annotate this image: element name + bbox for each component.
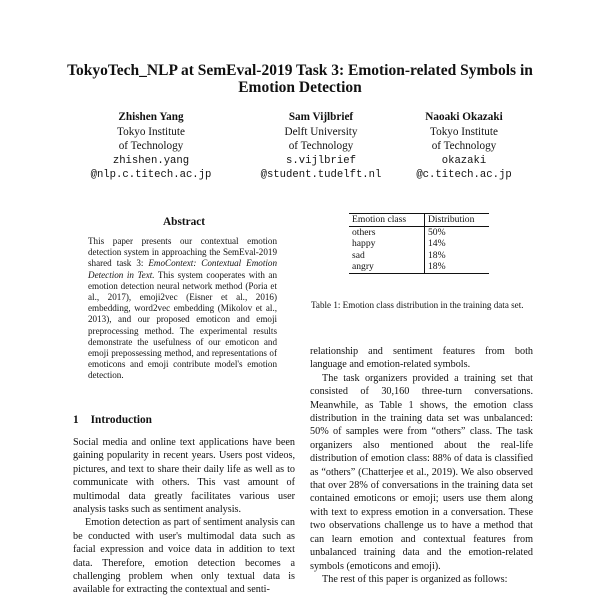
abstract-heading: Abstract (163, 216, 206, 228)
right-paragraph-1: relationship and sentiment features from both language and emotion-related symbols. (310, 346, 533, 371)
table-row (349, 226, 489, 238)
author-affiliation: of Technology (118, 140, 184, 153)
table-cell: 18% (425, 261, 490, 273)
right-column-body (310, 345, 533, 586)
table-cell: 18% (428, 249, 446, 261)
table-cell: angry (349, 261, 425, 273)
author-email: @nlp.c.titech.ac.jp (90, 169, 212, 182)
author-affiliation: of Technology (288, 140, 354, 153)
table-row (349, 261, 489, 273)
author-1 (86, 110, 216, 183)
table-header-cell: Emotion class (349, 214, 425, 227)
section-title: Introduction (90, 414, 152, 426)
title-line-2: Emotion Detection (238, 79, 362, 96)
table-header-row (349, 214, 489, 227)
intro-body (73, 436, 295, 597)
table-cell: 14% (428, 238, 446, 250)
table-row (349, 238, 489, 250)
table-cell: others (349, 226, 425, 238)
abstract-text (88, 236, 277, 382)
right-paragraph-3: The rest of this paper is organized as follows: (322, 573, 508, 585)
section-number: 1 (73, 414, 79, 426)
emotion-table (349, 213, 489, 274)
abstract-text-1: This paper presents our contextual emotion detection system in approaching the SemEval-2019 shared task 3: (88, 236, 277, 269)
intro-paragraph-1: Social media and online text applications have been gaining popularity in recent years. Users post videos, pictures, and text to share their daily life as well as to communicate with others. This vast amount of multimodal data greatly facilitates various user analysis tasks such as sentiment analysis. (73, 437, 295, 516)
table-header-cell: Distribution (425, 214, 490, 227)
author-email: @student.tudelft.nl (260, 169, 382, 182)
author-3 (399, 110, 529, 183)
author-email: okazaki (441, 154, 487, 167)
table-caption: Table 1: Emotion class distribution in the training data set. (311, 300, 524, 310)
abstract-text-italic: EmoContext: Contextual Emotion Detection in Text. (88, 258, 277, 280)
table-row (349, 250, 489, 262)
author-email: zhishen.yang (112, 154, 190, 167)
table-cell: sad (349, 250, 425, 262)
author-name: Zhishen Yang (118, 111, 184, 123)
section-heading (73, 414, 152, 426)
author-email: s.vijlbrief (286, 154, 356, 167)
author-name: Sam Vijlbrief (288, 111, 354, 123)
author-name: Naoaki Okazaki (425, 111, 503, 123)
intro-paragraph-2: Emotion detection as part of sentiment analysis can be conducted with user's multimodal data such as facial expression and voice data in addition to text data. Therefore, emotion detection becomes a challenging problem when only textual data is available for extracting the contextual and senti- (73, 517, 295, 596)
author-affiliation: of Technology (431, 140, 497, 153)
author-2 (256, 110, 386, 183)
title-line-1: TokyoTech_NLP at SemEval-2019 Task 3: Emotion-related Symbols in (67, 62, 533, 79)
right-paragraph-2: The task organizers provided a training set that consisted of 30,160 three-turn conversations. Meanwhile, as Table 1 shows, the emotion class distribution in the training data set was unbalanced: 50% of samples were from “others” class. The task organizers also mentioned about the real-life distribution of emotion class: 88% of data is classified as “others” (Chatterjee et al., 2019). We also observed that over 28% of conversations in the training data set contained emoticons or emoji; users use them along with text to express emotion in a conversation. These two observations challenge us to have a method that can learn emotion and contextual features from unbalanced training data and the emotion-related symbols (emoticons and emoji). (310, 372, 533, 572)
abstract-text-2: This system cooperates with an emotion detection neural network method (Poria et al., 2017), emoji2vec (Eisner et al., 2016) embedding, word2vec embedding (Mikolov et al., 2013), and our proposed emoticon and emoji preprocessing method. The experimental results demonstrate the usefulness of our emoticon and emoji prepossessing method, and representations of emoticons and emoji contribute model's emotion detection. (88, 269, 277, 381)
author-affiliation: Delft University (284, 125, 358, 138)
author-affiliation: Tokyo Institute (430, 125, 498, 138)
author-affiliation: Tokyo Institute (117, 125, 185, 138)
paper-title (60, 62, 540, 96)
author-email: @c.titech.ac.jp (416, 169, 512, 182)
table-cell: 50% (428, 226, 446, 238)
table-cell: happy (349, 238, 425, 250)
